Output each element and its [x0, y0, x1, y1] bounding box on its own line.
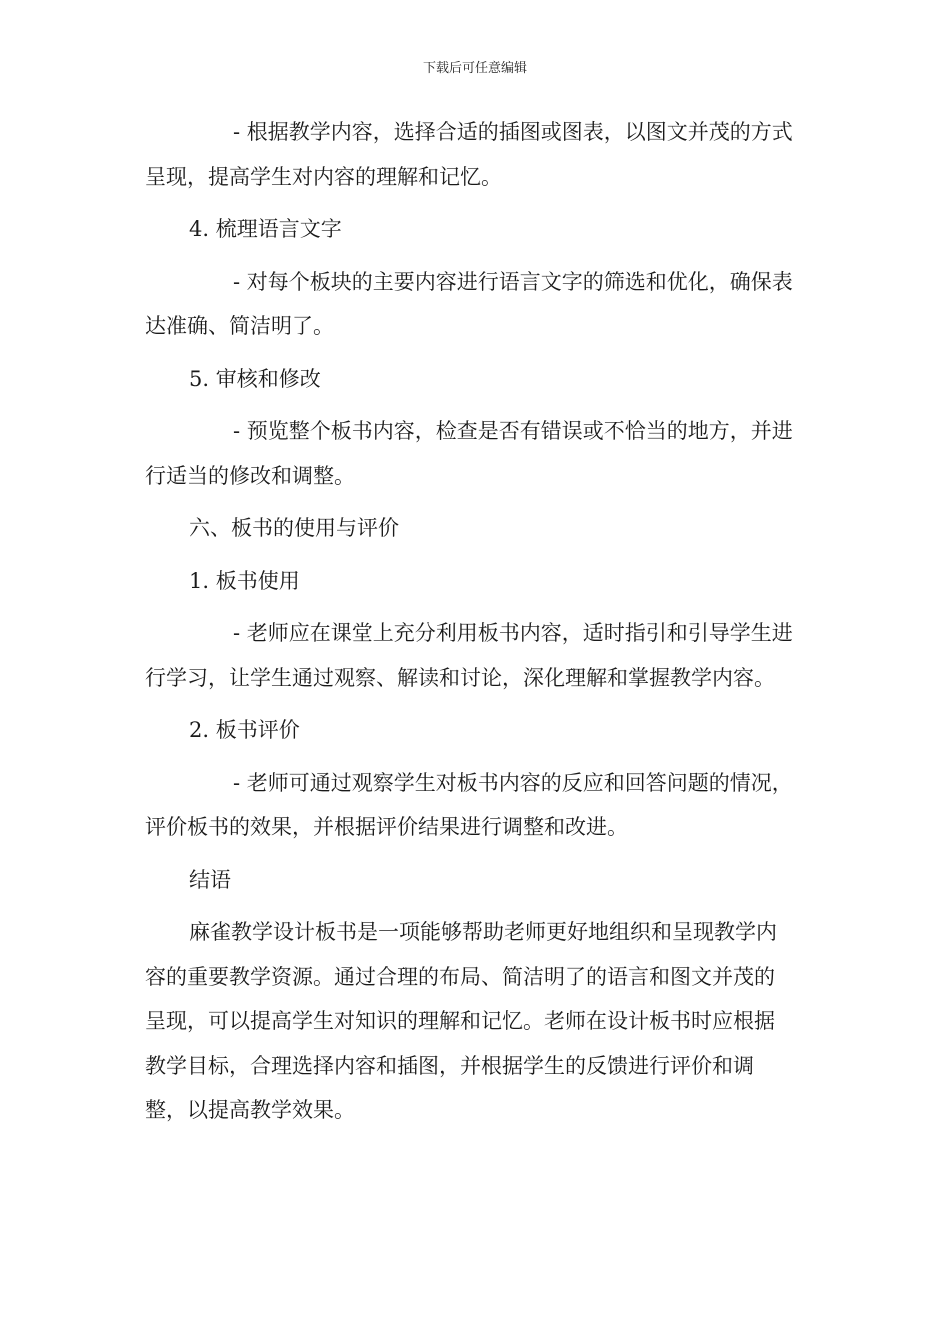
- conclusion-paragraph: 麻雀教学设计板书是一项能够帮助老师更好地组织和呈现教学内容的重要教学资源。通过合理的布局、简洁明了的语言和图文并茂的呈现，可以提高学生对知识的理解和记忆。老师在设计板书时应根据教学目标，合理选择内容和插图，并根据学生的反馈进行评价和调整，以提高教学效果。: [145, 920, 777, 1122]
- bullet-review: - 预览整个板书内容，检查是否有错误或不恰当的地方，并进行适当的修改和调整。: [145, 419, 793, 488]
- bullet-illustrations: - 根据教学内容，选择合适的插图或图表，以图文并茂的方式呈现，提高学生对内容的理解和记忆。: [145, 120, 793, 189]
- bullet-language: - 对每个板块的主要内容进行语言文字的筛选和优化，确保表达准确、简洁明了。: [145, 269, 793, 338]
- bullet-evaluation: - 老师可通过观察学生对板书内容的反应和回答问题的情况，评价板书的效果，并根据评价结果进行调整和改进。: [145, 770, 793, 839]
- item-1-heading: 1. 板书使用: [189, 568, 300, 593]
- document-body: [145, 110, 795, 1133]
- item-4-heading: 4. 梳理语言文字: [189, 217, 342, 241]
- bullet-usage: - 老师应在课堂上充分利用板书内容，适时指引和引导学生进行学习，让学生通过观察、解读和讨论，深化理解和掌握教学内容。: [145, 621, 793, 690]
- section-6-heading: 六、板书的使用与评价: [189, 516, 399, 540]
- item-5-heading: 5. 审核和修改: [189, 366, 321, 391]
- conclusion-heading: 结语: [189, 867, 231, 892]
- item-2-heading: 2. 板书评价: [189, 718, 300, 742]
- page-header: 下载后可任意编辑: [422, 61, 527, 76]
